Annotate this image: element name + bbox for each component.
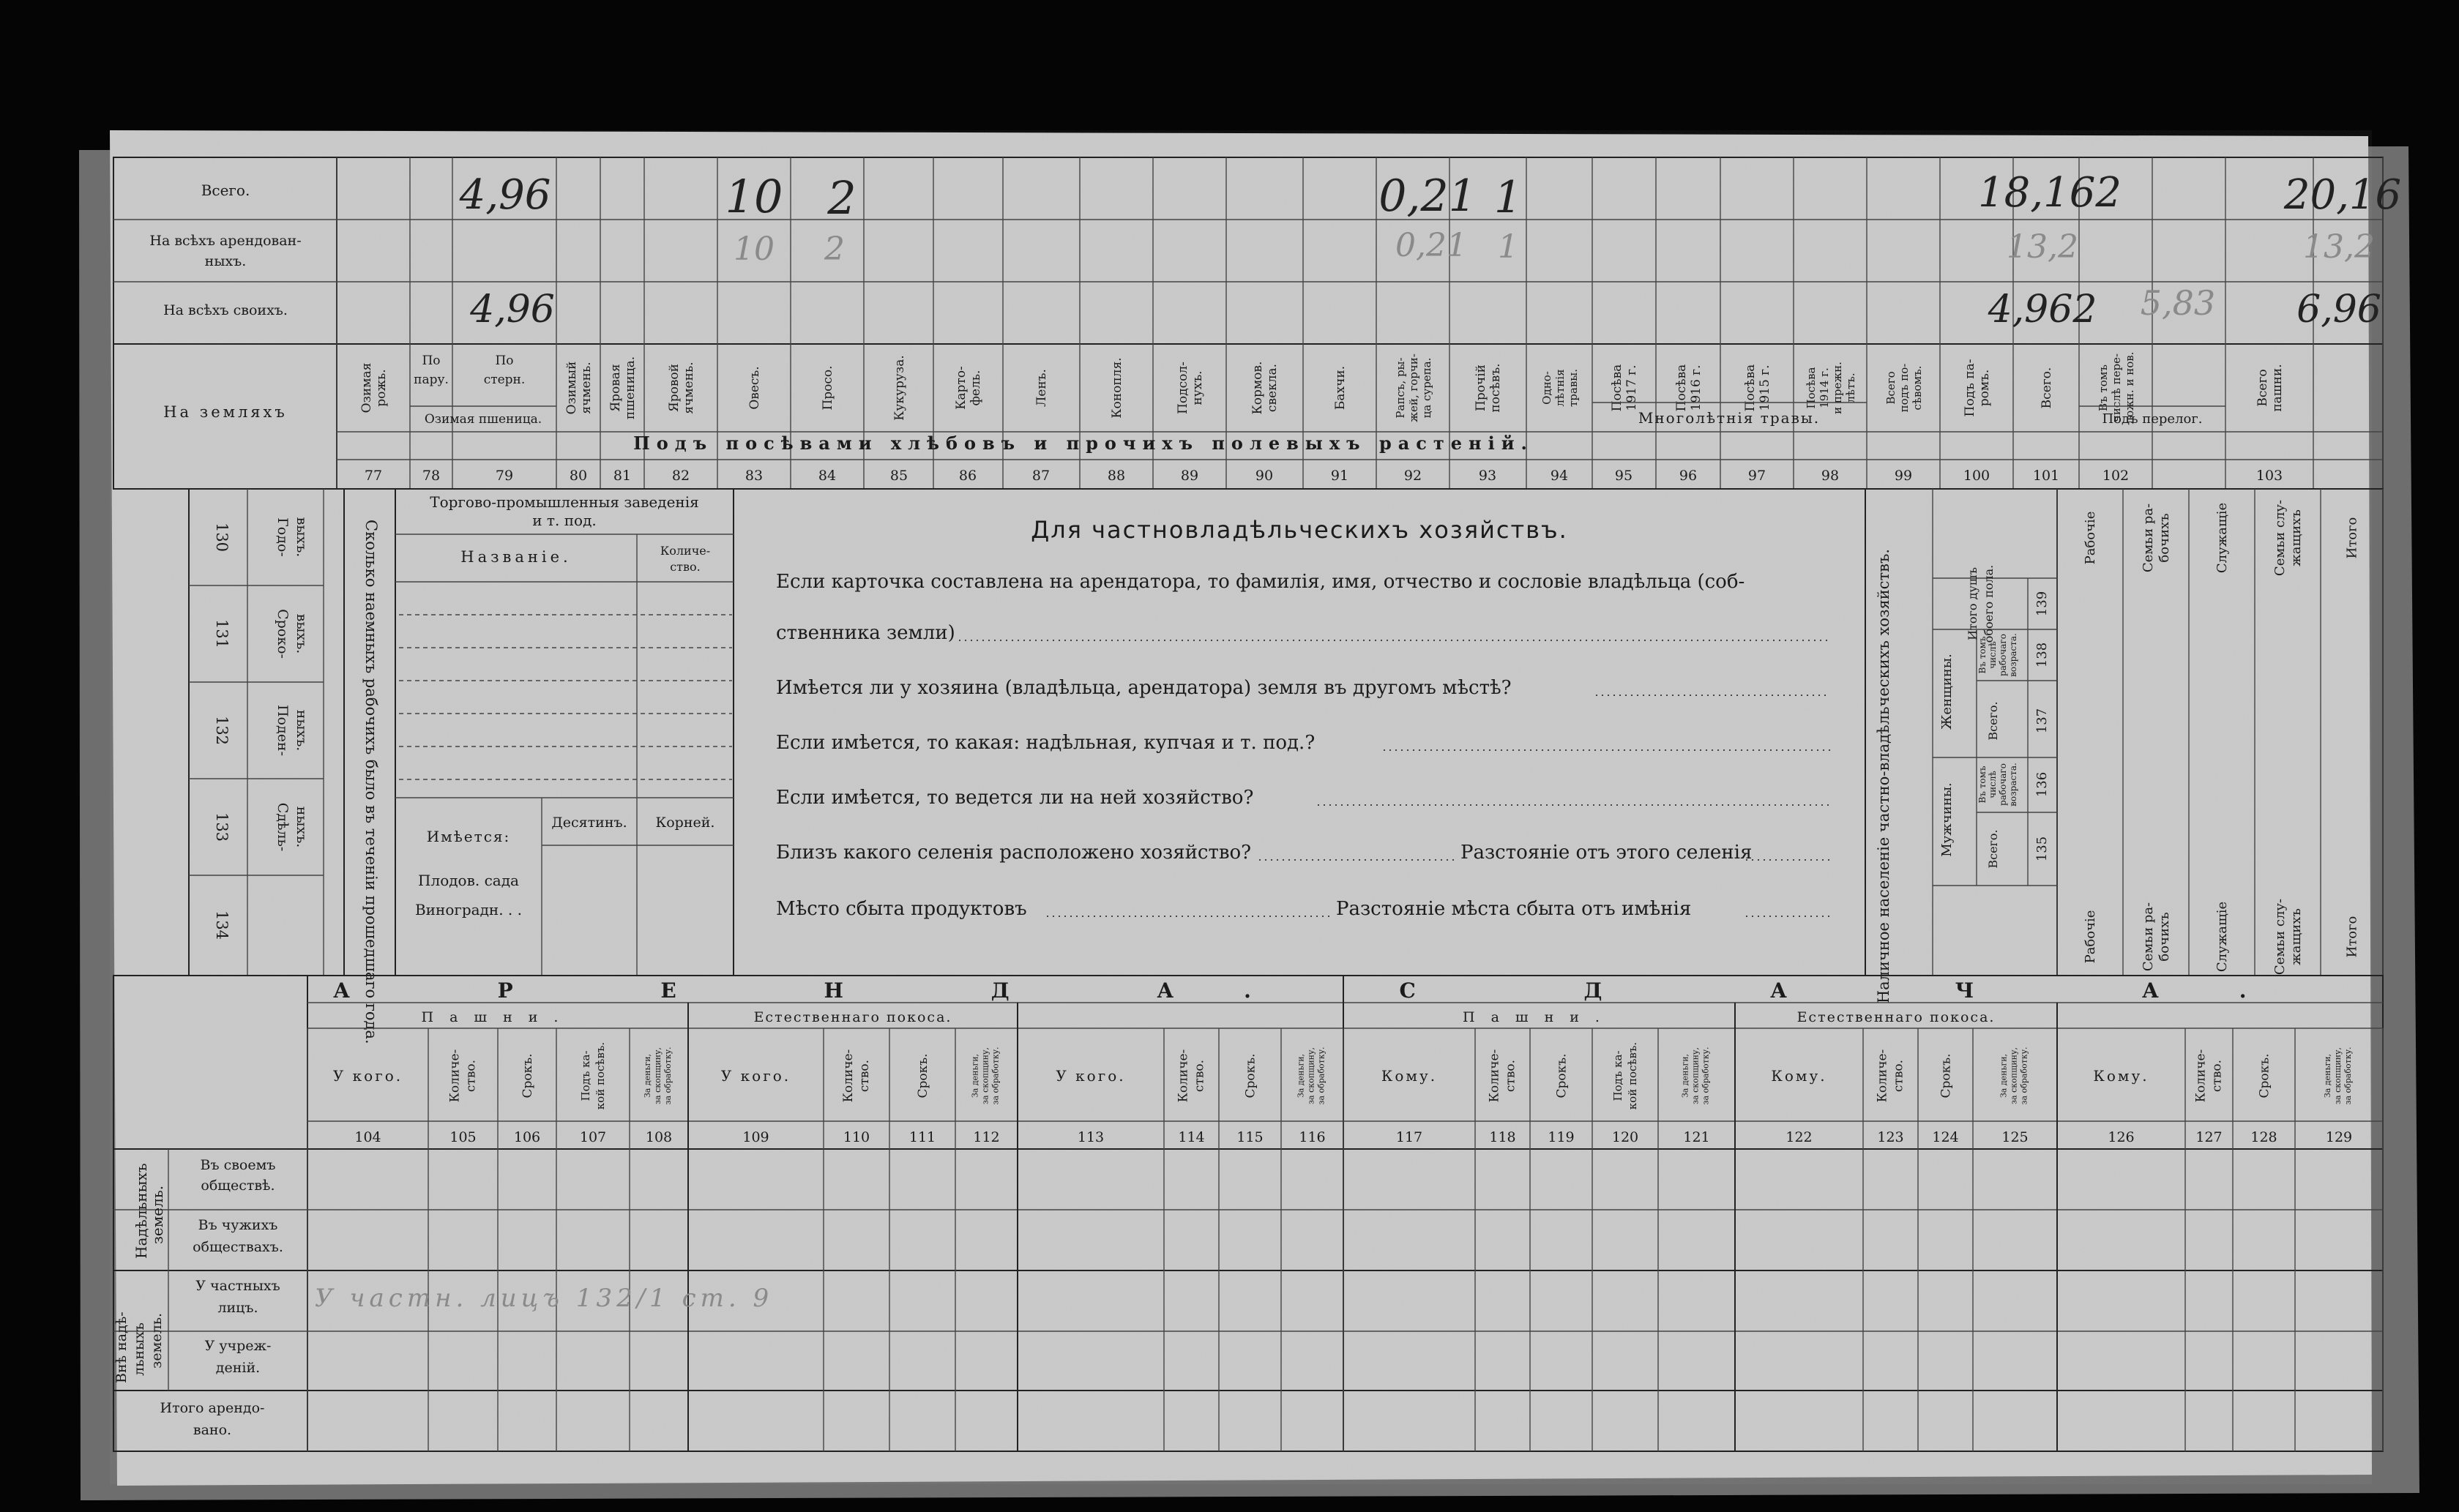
row-rented-label-b: ныхъ.	[204, 253, 247, 269]
svg-text:посѣвъ.: посѣвъ.	[1488, 363, 1503, 413]
svg-text:ромъ.: ромъ.	[1977, 369, 1992, 407]
trade-title-b: и т. под.	[532, 512, 597, 529]
svg-text:Яровой: Яровой	[667, 364, 682, 412]
crop-header-7	[667, 362, 696, 413]
handwritten-total-92: 1	[1493, 172, 1523, 223]
crop-header-18	[1474, 363, 1503, 412]
bottom-col-number-112: 112	[973, 1129, 1000, 1145]
row-own-society-a: Въ своемъ	[200, 1157, 276, 1173]
bottom-col-number-114: 114	[1178, 1129, 1205, 1145]
row-own-label: На всѣхъ своихъ.	[163, 302, 288, 318]
crop-header-19	[1540, 369, 1580, 407]
svg-text:1917 г.: 1917 г.	[1624, 364, 1639, 411]
col-number-95: 95	[1614, 468, 1633, 484]
staff-header-bottom-5-1: Итого	[2344, 916, 2360, 958]
svg-text:фель.: фель.	[969, 370, 983, 406]
staff-header-bottom-4-2: жащихъ	[2288, 908, 2304, 965]
handwritten-own-78: 4,96	[470, 288, 555, 332]
staff-header-top-4-2: жащихъ	[2288, 509, 2304, 566]
svg-text:1914 г.: 1914 г.	[1818, 367, 1831, 408]
col-number-99: 99	[1894, 468, 1913, 484]
trade-title-a: Торгово-промышленныя заведенія	[430, 493, 699, 511]
workers-col-label-4-2: ныхъ.	[294, 806, 310, 848]
bottom-col-number-109: 109	[742, 1129, 769, 1145]
svg-text:Всего: Всего	[2255, 369, 2270, 407]
handwritten-total-103: 20,16	[2283, 171, 2402, 219]
crop-header-17	[1394, 353, 1433, 422]
bottom-col-header-110-1: Количе-	[841, 1049, 856, 1103]
nadel-label-a: Надѣльныхъ	[133, 1163, 150, 1259]
crop-header-21	[1674, 364, 1704, 412]
bottom-col-number-128: 128	[2250, 1129, 2277, 1145]
col-number-81: 81	[613, 468, 632, 484]
bottom-col-header-121-2: за скопщину,	[1690, 1047, 1701, 1104]
row-total-rented-a: Итого арендо-	[160, 1400, 265, 1416]
bottom-col-header-111: Срокъ.	[916, 1053, 930, 1099]
q6-a: Мѣсто сбыта продуктовъ	[776, 898, 1027, 920]
crops-band-title: Подъ посѣвами хлѣбовъ и прочихъ полевыхъ растеній.	[633, 433, 1534, 454]
col-number-96: 96	[1679, 468, 1698, 484]
handwritten-total-99: 18,162	[1978, 169, 2122, 217]
row-rented-label-a: На всѣхъ арендован-	[149, 233, 302, 249]
staff-header-bottom-2-1: Семьи ра-	[2141, 902, 2156, 972]
handwritten-rent-82: 10	[734, 231, 775, 268]
bottom-col-header-125-3: за обработку.	[2019, 1047, 2029, 1105]
workers-num-131: 131	[213, 618, 231, 649]
trade-qty-header-b: ство.	[670, 560, 701, 574]
bottom-col-header-128: Срокъ.	[2257, 1053, 2272, 1099]
svg-text:пшеница.: пшеница.	[623, 356, 638, 420]
crop-header-16	[1333, 366, 1348, 410]
bottom-col-header-112-2: за скопщину,	[980, 1047, 990, 1104]
pop-num-138: 138	[2034, 642, 2050, 668]
svg-text:Въ томъ: Въ томъ	[2097, 364, 2110, 411]
row-private-b: лицъ.	[217, 1300, 258, 1316]
workers-col-label-2-2: выхъ.	[294, 613, 310, 654]
svg-text:пашни.: пашни.	[2270, 364, 2285, 412]
staff-header-top-4-1: Семьи слу-	[2272, 499, 2288, 577]
handwritten-total-82: 10	[725, 170, 783, 223]
svg-text:Кукуруза.: Кукуруза.	[892, 355, 907, 421]
handwritten-rent-92: 1	[1498, 228, 1518, 266]
crop-header-6	[608, 356, 638, 419]
q1-line-a: Если карточка составлена на арендатора, то фамилія, имя, отчество и сословіе владѣльца (соб-	[776, 571, 1745, 593]
bottom-col-number-118: 118	[1489, 1129, 1516, 1145]
svg-text:Посѣва: Посѣва	[1610, 364, 1624, 412]
handwritten-total-78: 4,96	[459, 171, 551, 219]
orchards-label: Плодов. сада	[418, 872, 519, 889]
workers-num-132: 132	[213, 715, 231, 746]
bottom-col-header-125-2: за скопщину,	[2009, 1047, 2019, 1104]
bottom-col-header-119: Срокъ.	[1554, 1053, 1570, 1099]
has-label: Имѣется:	[426, 828, 511, 845]
bottom-col-number-127: 127	[2195, 1129, 2223, 1145]
handwritten-own-101: 5,83	[2140, 283, 2216, 323]
svg-text:нухъ.: нухъ.	[1190, 370, 1205, 405]
bottom-col-header-110-2: ство.	[857, 1059, 872, 1093]
svg-text:травы.: травы.	[1567, 369, 1580, 407]
row-other-society-b: обществахъ.	[193, 1239, 283, 1255]
staff-header-bottom-1-1: Рабочіе	[2083, 910, 2098, 964]
col-number-83: 83	[745, 468, 764, 484]
svg-text:подъ по-: подъ по-	[1898, 363, 1911, 413]
bottom-col-number-111: 111	[908, 1129, 936, 1145]
vne-label-a: Внѣ надѣ-	[113, 1311, 130, 1383]
bottom-col-header-122: Кому.	[1771, 1067, 1827, 1085]
bottom-col-header-121-3: за обработку.	[1701, 1047, 1711, 1105]
handwritten-total-91: 0,21	[1378, 171, 1477, 222]
svg-text:пару.: пару.	[414, 373, 449, 387]
bottom-col-header-129-3: за обработку.	[2343, 1047, 2353, 1105]
bottom-col-header-116-3: за обработку.	[1316, 1047, 1326, 1105]
bottom-col-number-122: 122	[1786, 1129, 1813, 1145]
svg-text:Овесъ.: Овесъ.	[747, 366, 762, 410]
bottom-col-header-105-2: ство.	[463, 1059, 479, 1093]
sdacha-title: С Д А Ч А.	[1399, 978, 2327, 1003]
q5-b: Разстояніе отъ этого селенія	[1460, 842, 1753, 864]
col-number-79: 79	[495, 468, 514, 484]
bottom-col-header-108-3: за обработку.	[663, 1047, 673, 1105]
bottom-col-number-107: 107	[579, 1129, 607, 1145]
svg-text:По: По	[495, 353, 514, 368]
svg-text:Бахчи.: Бахчи.	[1333, 365, 1348, 411]
bottom-col-header-109: У кого.	[720, 1067, 791, 1085]
bottom-col-header-107-1: Подъ ка-	[579, 1050, 592, 1101]
arenda-pashni-label: Пашни.	[421, 1009, 575, 1025]
crop-header-20	[1610, 364, 1639, 412]
svg-text:Всего.: Всего.	[2040, 367, 2054, 409]
svg-text:Карто-: Карто-	[954, 366, 969, 410]
col-number-93: 93	[1478, 468, 1497, 484]
men-workers-label-2: числѣ	[1988, 771, 1998, 798]
col-number-85: 85	[889, 468, 908, 484]
nadel-label-b: земель.	[149, 1185, 166, 1244]
col-number-92: 92	[1403, 468, 1422, 484]
total-souls-label-a: Итого душъ	[1966, 567, 1979, 640]
svg-text:Просо.: Просо.	[821, 365, 835, 411]
svg-text:лѣтнія: лѣтнія	[1553, 369, 1567, 407]
col-number-82: 82	[671, 468, 690, 484]
vne-label-b: льныхъ	[131, 1322, 147, 1376]
svg-text:ложн. и нов.: ложн. и нов.	[2123, 351, 2136, 424]
trade-name-header: Названіе.	[460, 548, 572, 566]
women-label: Женщины.	[1939, 654, 1955, 730]
women-workers-label-4: возраста.	[2008, 633, 2018, 677]
svg-text:Конопля.: Конопля.	[1110, 357, 1124, 419]
bottom-col-header-106: Срокъ.	[520, 1053, 535, 1099]
bottom-col-header-112-3: за обработку.	[990, 1047, 1001, 1105]
crop-header-12	[1034, 369, 1049, 407]
women-total-label: Всего.	[1986, 701, 2000, 741]
q2: Имѣется ли у хозяина (владѣльца, арендатора) земля въ другомъ мѣстѣ?	[776, 677, 1512, 699]
bottom-col-header-105-1: Количе-	[447, 1049, 463, 1103]
crop-header-30	[2255, 364, 2285, 411]
bottom-col-header-120-2: кой посѣвъ.	[1626, 1041, 1639, 1110]
crop-header-27	[2040, 367, 2054, 409]
workers-col-label-2-1: Сроко-	[275, 609, 291, 659]
staff-header-bottom-4-1: Семьи слу-	[2272, 898, 2288, 976]
q6-b: Разстояніе мѣста сбыта отъ имѣнія	[1336, 898, 1692, 920]
bottom-col-header-112-1: За деньги,	[970, 1053, 980, 1099]
arenda-title: А Р Е Н Д А.	[333, 978, 1321, 1003]
q1-line-b: ственника земли)	[776, 622, 955, 644]
svg-text:Озимая: Озимая	[359, 362, 374, 413]
handwritten-own-103: 6,96	[2296, 288, 2381, 332]
pop-num-136: 136	[2034, 771, 2050, 798]
bottom-col-header-129-2: за скопщину,	[2333, 1047, 2343, 1104]
svg-text:ячмень.: ячмень.	[579, 362, 594, 414]
svg-text:Озимый: Озимый	[564, 361, 579, 415]
svg-text:Подсол-: Подсол-	[1176, 362, 1190, 414]
bottom-col-header-115: Срокъ.	[1243, 1053, 1258, 1099]
svg-text:лѣтъ.: лѣтъ.	[1844, 373, 1857, 403]
svg-text:свекла.: свекла.	[1265, 363, 1280, 413]
perennial-grass-group-label: Многолѣтнія травы.	[1638, 409, 1821, 427]
col-number-102: 102	[2102, 468, 2130, 484]
pop-num-135: 135	[2034, 836, 2050, 862]
winter-wheat-group-label: Озимая пшеница.	[424, 412, 542, 427]
bottom-col-number-120: 120	[1611, 1129, 1639, 1145]
sdacha-pokos-label: Естественнаго покоса.	[1796, 1009, 1996, 1025]
bottom-col-number-110: 110	[843, 1129, 870, 1145]
workers-col-label-3-1: Поден-	[275, 704, 291, 757]
svg-text:По: По	[422, 353, 441, 368]
staff-header-bottom-2-2: бочихъ	[2157, 912, 2172, 962]
row-private-a: У частныхъ	[195, 1278, 280, 1294]
col-number-90: 90	[1255, 468, 1274, 484]
bottom-col-number-125: 125	[2001, 1129, 2029, 1145]
col-number-88: 88	[1107, 468, 1126, 484]
bottom-col-header-113: У кого.	[1056, 1067, 1126, 1085]
svg-text:стерн.: стерн.	[483, 373, 526, 387]
women-workers-label-3: рабочаго	[1998, 634, 2008, 676]
svg-text:числѣ пере-: числѣ пере-	[2110, 353, 2123, 423]
svg-text:сѣвомъ.: сѣвомъ.	[1911, 365, 1924, 411]
desyatin-header: Десятинъ.	[551, 815, 627, 831]
col-number-91: 91	[1330, 468, 1349, 484]
bottom-col-header-116-2: за скопщину,	[1306, 1047, 1316, 1104]
population-vertical-title: Наличное населеніе частно-владѣльческихъ хозяйствъ.	[1875, 549, 1892, 1004]
men-workers-label-4: возраста.	[2008, 763, 2018, 806]
svg-text:Посѣва: Посѣва	[1743, 364, 1758, 412]
row-total-rented-b: вано.	[193, 1422, 232, 1438]
staff-header-top-2-2: бочихъ	[2157, 513, 2172, 563]
trade-qty-header-a: Количе-	[660, 544, 711, 558]
bottom-col-header-118-1: Количе-	[1487, 1049, 1502, 1103]
svg-text:жей, горчи-: жей, горчи-	[1407, 353, 1420, 422]
bottom-col-header-124: Срокъ.	[1939, 1053, 1954, 1099]
crop-header-1	[359, 363, 389, 413]
svg-text:ца сурепа.: ца сурепа.	[1420, 357, 1433, 419]
svg-text:Всего: Всего	[1884, 371, 1898, 405]
bottom-col-header-121-1: За деньги,	[1680, 1053, 1690, 1099]
pop-num-137: 137	[2034, 708, 2050, 734]
svg-text:Яровая: Яровая	[608, 364, 623, 412]
bottom-col-header-107-2: кой посѣвъ.	[594, 1041, 607, 1110]
handwritten-rent-99: 13,2	[2007, 228, 2078, 266]
svg-text:и прежн.: и прежн.	[1831, 362, 1844, 414]
bottom-col-header-116-1: За деньги,	[1296, 1053, 1306, 1099]
svg-text:рожь.: рожь.	[374, 369, 389, 407]
crop-header-9	[821, 365, 835, 410]
bottom-col-header-114-2: ство.	[1192, 1059, 1207, 1093]
private-title: Для частновладѣльческихъ хозяйствъ.	[1031, 516, 1568, 544]
workers-num-130: 130	[213, 522, 231, 553]
workers-col-label-4-1: Сдѣль-	[275, 802, 291, 852]
bottom-col-header-117: Кому.	[1381, 1067, 1438, 1085]
handwritten-private-note: У частн. лицъ 132/1 ст. 9	[315, 1284, 774, 1313]
workers-col-label-1-1: Годо-	[275, 517, 291, 557]
svg-text:Подъ па-: Подъ па-	[1963, 359, 1977, 417]
handwritten-rent-103: 13,2	[2303, 228, 2375, 266]
bottom-col-header-123-2: ство.	[1891, 1059, 1906, 1093]
svg-text:Посѣва: Посѣва	[1805, 367, 1818, 409]
bottom-col-header-108-2: за скопщину,	[653, 1047, 663, 1104]
row-other-society-a: Въ чужихъ	[198, 1217, 278, 1233]
bottom-col-header-114-1: Количе-	[1176, 1049, 1191, 1103]
bottom-col-number-117: 117	[1395, 1129, 1423, 1145]
svg-text:Кормов.: Кормов.	[1250, 361, 1265, 415]
svg-text:Ленъ.: Ленъ.	[1034, 369, 1049, 407]
sdacha-pashni-label: Пашни.	[1463, 1009, 1616, 1025]
svg-text:Рапсъ, ры-: Рапсъ, ры-	[1394, 357, 1407, 419]
col-number-87: 87	[1031, 468, 1051, 484]
workers-col-label-3-2: ныхъ.	[294, 709, 310, 752]
bottom-col-header-118-2: ство.	[1503, 1059, 1518, 1093]
col-number-97: 97	[1747, 468, 1766, 484]
bottom-col-number-119: 119	[1548, 1129, 1575, 1145]
pop-num-139: 139	[2034, 591, 2050, 617]
handwritten-rent-91: 0,21	[1395, 227, 1467, 264]
staff-header-bottom-3-1: Служащіе	[2214, 901, 2230, 973]
col-number-94: 94	[1550, 468, 1569, 484]
staff-header-top-3-1: Служащіе	[2214, 502, 2230, 574]
bottom-col-number-121: 121	[1683, 1129, 1710, 1145]
bottom-col-header-123-1: Количе-	[1875, 1049, 1890, 1103]
bottom-col-header-120-1: Подъ ка-	[1611, 1050, 1624, 1101]
crop-header-15	[1250, 362, 1280, 415]
row-institutions-b: деній.	[215, 1360, 261, 1376]
q4: Если имѣется, то ведется ли на ней хозяйство?	[776, 787, 1254, 809]
workers-col-label-1-2: выхъ.	[294, 517, 310, 558]
men-workers-label-1: Въ томъ	[1977, 766, 1988, 804]
bottom-col-number-106: 106	[513, 1129, 541, 1145]
total-souls-label-b: обоего пола.	[1982, 564, 1996, 643]
col-number-80: 80	[569, 468, 588, 484]
svg-text:ячмень.: ячмень.	[682, 362, 696, 414]
staff-header-top-5-1: Итого	[2344, 517, 2360, 559]
vineyards-label: Виноградн. . .	[414, 901, 523, 918]
row-total-label: Всего.	[201, 181, 250, 199]
col-number-78: 78	[422, 468, 441, 484]
crop-header-22	[1743, 364, 1772, 412]
col-number-84: 84	[818, 468, 837, 484]
bottom-col-number-113: 113	[1077, 1129, 1105, 1145]
svg-text:1915 г.: 1915 г.	[1758, 364, 1772, 411]
land-label: На земляхъ	[163, 403, 288, 421]
workers-num-133: 133	[213, 812, 231, 842]
bottom-col-header-108-1: За деньги,	[643, 1053, 652, 1099]
row-institutions-a: У учреж-	[204, 1338, 272, 1354]
bottom-col-header-104: У кого.	[332, 1067, 403, 1085]
bottom-col-number-104: 104	[354, 1129, 381, 1145]
col-number-86: 86	[958, 468, 977, 484]
col-number-77: 77	[364, 468, 383, 484]
col-number-100: 100	[1963, 468, 1990, 484]
staff-header-top-1-1: Рабочіе	[2083, 511, 2098, 565]
handwritten-total-83: 2	[827, 171, 857, 225]
svg-text:Прочій: Прочій	[1474, 364, 1488, 411]
handwritten-rent-83: 2	[824, 231, 845, 268]
crop-header-11	[954, 366, 983, 410]
men-total-label: Всего.	[1986, 829, 2000, 869]
bottom-col-number-129: 129	[2325, 1129, 2353, 1145]
bottom-col-header-125-1: За деньги,	[1999, 1053, 2009, 1099]
arenda-pokos-label: Естественнаго покоса.	[753, 1009, 952, 1025]
bottom-col-header-126: Кому.	[2093, 1067, 2149, 1085]
bottom-col-number-115: 115	[1236, 1129, 1264, 1145]
workers-num-134: 134	[213, 910, 231, 940]
crop-header-10	[892, 355, 907, 420]
crop-header-8	[747, 366, 762, 409]
fallow-group-label: Подъ перелог.	[2102, 411, 2203, 427]
bottom-col-header-127-2: ство.	[2209, 1059, 2225, 1093]
row-own-society-b: обществѣ.	[201, 1178, 275, 1194]
svg-text:Одно-: Одно-	[1540, 371, 1553, 405]
bottom-col-number-108: 108	[645, 1129, 673, 1145]
men-label: Мужчины.	[1939, 782, 1955, 857]
bottom-col-number-126: 126	[2108, 1129, 2135, 1145]
crop-header-13	[1110, 357, 1124, 418]
women-workers-label-2: числѣ	[1988, 641, 1998, 669]
bottom-col-number-124: 124	[1932, 1129, 1959, 1145]
vne-label-c: земель.	[149, 1312, 165, 1369]
staff-header-top-2-1: Семьи ра-	[2141, 503, 2156, 573]
bottom-col-number-123: 123	[1877, 1129, 1904, 1145]
col-number-98: 98	[1821, 468, 1840, 484]
bottom-col-number-105: 105	[449, 1129, 477, 1145]
workers-vertical-title: Сколько наемныхъ рабочихъ было въ теченіи прошедшаго года.	[362, 520, 380, 1044]
women-workers-label-1: Въ томъ	[1977, 636, 1988, 674]
q5-a: Близъ какого селенія расположено хозяйство?	[776, 842, 1252, 864]
col-number-103: 103	[2255, 468, 2283, 484]
q3: Если имѣется, то какая: надѣльная, купчая и т. под.?	[776, 732, 1316, 754]
roots-header: Корней.	[655, 815, 715, 831]
crop-header-5	[564, 362, 594, 415]
men-workers-label-3: рабочаго	[1998, 763, 2008, 806]
handwritten-own-99: 4,962	[1988, 288, 2097, 332]
svg-text:Посѣва: Посѣва	[1674, 364, 1689, 412]
col-number-89: 89	[1180, 468, 1199, 484]
bottom-col-header-127-1: Количе-	[2193, 1049, 2209, 1103]
svg-text:1916 г.: 1916 г.	[1689, 364, 1704, 411]
bottom-col-number-116: 116	[1299, 1129, 1326, 1145]
bottom-col-header-129-1: За деньги,	[2323, 1053, 2332, 1099]
col-number-101: 101	[2032, 468, 2060, 484]
